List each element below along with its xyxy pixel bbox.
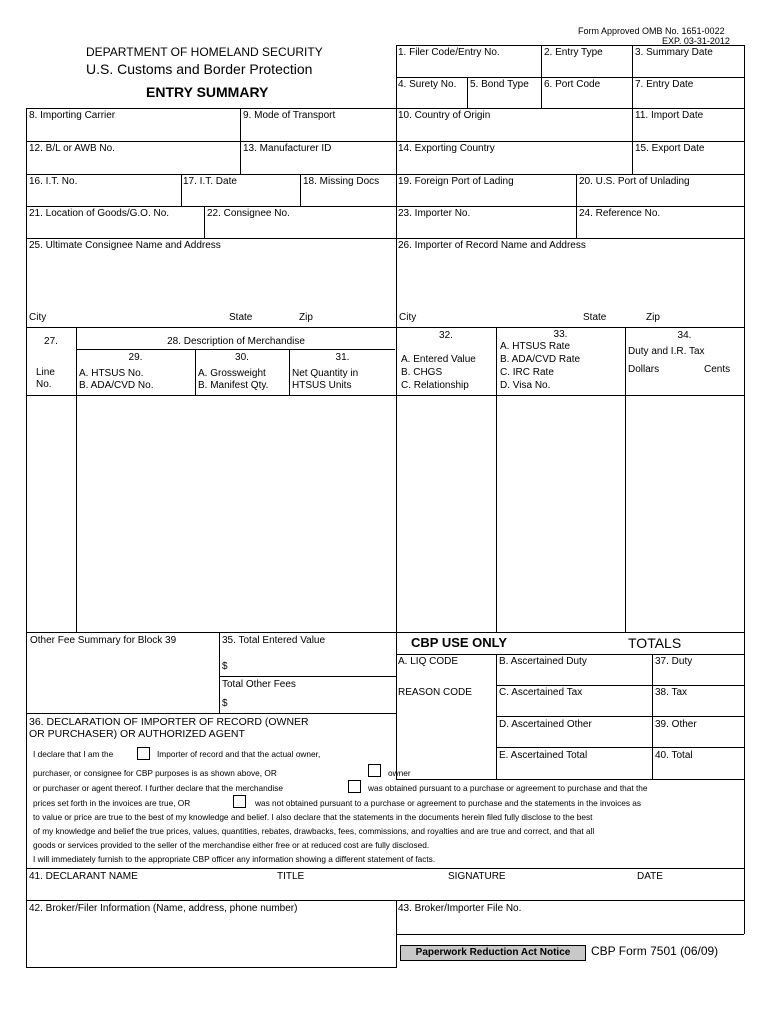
declaration-line-3b: was obtained pursuant to a purchase or agreement to purchase and that the (368, 783, 648, 793)
it-no-label: 16. I.T. No. (29, 176, 78, 187)
rule (26, 632, 744, 633)
col33-irc-rate: C. IRC Rate (500, 367, 554, 378)
missing-docs-label: 18. Missing Docs (303, 176, 380, 187)
mode-of-transport-label: 9. Mode of Transport (243, 110, 336, 121)
declaration-line-3a: or purchaser or agent thereof. I further declare that the merchandise (33, 783, 283, 793)
consignee-zip-label: Zip (299, 312, 313, 323)
importer-zip-label: Zip (646, 312, 660, 323)
total-other-fees-dollar: $ (222, 698, 228, 709)
declaration-line-4b: was not obtained pursuant to a purchase or agreement to purchase and the statements in the invoices as (255, 798, 642, 808)
cbp-use-only-heading: CBP USE ONLY (411, 635, 508, 650)
other-total-label: 39. Other (655, 719, 697, 730)
declaration-title-2: OR PURCHASER) OR AUTHORIZED AGENT (29, 728, 245, 740)
rule (204, 206, 205, 238)
broker-filer-info-label: 42. Broker/Filer Information (Name, address, phone number) (29, 903, 298, 914)
rule (26, 967, 396, 968)
form-title: ENTRY SUMMARY (146, 84, 269, 100)
rule (467, 77, 468, 108)
ascertained-total-label: E. Ascertained Total (499, 750, 588, 761)
omb-expiration: EXP. 03-31-2012 (662, 36, 730, 46)
liq-code-label: A. LIQ CODE (398, 656, 459, 667)
declaration-line-6: of my knowledge and belief the true prices, values, quantities, rebates, drawbacks, fees, commissions, and royalties and are true and correct, and that all (33, 826, 595, 836)
col34-duty-ir-tax: Duty and I.R. Tax (628, 346, 705, 357)
not-obtained-checkbox[interactable] (233, 795, 246, 808)
rule (396, 779, 744, 780)
rule (541, 45, 542, 108)
tax-total-label: 38. Tax (655, 687, 688, 698)
rule (76, 349, 395, 350)
rule (496, 327, 497, 632)
rule (396, 934, 744, 935)
bl-awb-no-label: 12. B/L or AWB No. (29, 143, 115, 154)
declaration-title-1: 36. DECLARATION OF IMPORTER OF RECORD (OWNER (29, 716, 309, 728)
rule (396, 654, 744, 655)
col33-number: 33. (553, 329, 568, 340)
col32-relationship: C. Relationship (401, 380, 469, 391)
importing-carrier-label: 8. Importing Carrier (29, 110, 116, 121)
total-entered-value-label: 35. Total Entered Value (222, 635, 326, 646)
col31-net-quantity: Net Quantity in (292, 368, 359, 379)
declaration-line-2a: purchaser, or consignee for CBP purposes is as shown above, OR (33, 768, 277, 778)
rule (26, 327, 744, 328)
col33-visa-no: D. Visa No. (500, 380, 551, 391)
exporting-country-label: 14. Exporting Country (398, 143, 495, 154)
rule (496, 747, 744, 748)
col30-grossweight: A. Grossweight (198, 368, 266, 379)
col27-no: No. (36, 379, 52, 390)
importer-of-record-label: 26. Importer of Record Name and Address (398, 240, 586, 251)
ascertained-duty-label: B. Ascertained Duty (499, 656, 587, 667)
total-entered-value-dollar: $ (222, 661, 228, 672)
reference-no-label: 24. Reference No. (579, 208, 661, 219)
rule (26, 206, 744, 207)
it-date-label: 17. I.T. Date (183, 176, 237, 187)
col34-dollars: Dollars (628, 364, 660, 375)
consignee-city-label: City (29, 312, 47, 323)
declarant-title-label: TITLE (277, 871, 305, 882)
foreign-port-of-lading-label: 19. Foreign Port of Lading (398, 176, 514, 187)
col29-adacvd-no: B. ADA/CVD No. (79, 380, 154, 391)
form-number: CBP Form 7501 (06/09) (591, 944, 719, 958)
filer-code-entry-no-label: 1. Filer Code/Entry No. (398, 47, 500, 58)
bond-type-label: 5. Bond Type (470, 79, 529, 90)
declaration-line-1b: Importer of record and that the actual owner, (157, 749, 321, 759)
duty-total-label: 37. Duty (655, 656, 693, 667)
merchandise-obtained-checkbox[interactable] (348, 780, 361, 793)
rule (219, 632, 220, 713)
rule (396, 45, 744, 46)
col33-adacvd-rate: B. ADA/CVD Rate (500, 354, 581, 365)
ascertained-other-label: D. Ascertained Other (499, 719, 592, 730)
col28-description: 28. Description of Merchandise (167, 336, 305, 347)
us-port-of-unlading-label: 20. U.S. Port of Unlading (579, 176, 690, 187)
rule (26, 108, 744, 109)
entry-type-label: 2. Entry Type (544, 47, 603, 58)
export-date-label: 15. Export Date (635, 143, 705, 154)
rule (396, 45, 397, 780)
col34-number: 34. (677, 330, 692, 341)
rule (76, 327, 77, 632)
rule (496, 716, 744, 717)
rule (26, 868, 744, 869)
col32-chgs: B. CHGS (401, 367, 443, 378)
owner-checkbox[interactable] (368, 764, 381, 777)
total-other-fees-label: Total Other Fees (222, 679, 296, 690)
rule (181, 174, 182, 206)
col30-number: 30. (235, 352, 249, 363)
rule (625, 327, 626, 632)
rule (300, 174, 301, 206)
ascertained-tax-label: C. Ascertained Tax (499, 687, 583, 698)
rule (632, 45, 633, 108)
rule (496, 685, 744, 686)
col31-number: 31. (335, 352, 350, 363)
importer-no-label: 23. Importer No. (398, 208, 471, 219)
rule (26, 238, 744, 239)
port-code-label: 6. Port Code (544, 79, 601, 90)
rule (396, 77, 744, 78)
importer-state-label: State (583, 312, 607, 323)
other-fee-summary-label: Other Fee Summary for Block 39 (30, 635, 177, 646)
entry-date-label: 7. Entry Date (635, 79, 694, 90)
rule (396, 900, 397, 968)
declaration-line-2b: owner (388, 768, 411, 778)
rule (26, 174, 744, 175)
col33-htsus-rate: A. HTSUS Rate (500, 341, 571, 352)
col32-number: 32. (439, 330, 453, 341)
rule (576, 174, 577, 238)
omb-approval: Form Approved OMB No. 1651-0022 (578, 26, 725, 36)
department-name: DEPARTMENT OF HOMELAND SECURITY (86, 45, 323, 59)
declaration-line-7: goods or services provided to the seller of the merchandise either free or at reduced cost are fully disclosed. (33, 840, 430, 850)
declarant-name-label: 41. DECLARANT NAME (29, 871, 138, 882)
agency-name: U.S. Customs and Border Protection (86, 61, 313, 77)
col31-htsus-units: HTSUS Units (292, 380, 352, 391)
reason-code-label: REASON CODE (398, 687, 472, 698)
location-of-goods-label: 21. Location of Goods/G.O. No. (29, 208, 170, 219)
rule (744, 45, 745, 934)
col27-number: 27. (44, 336, 58, 347)
broker-importer-file-no-label: 43. Broker/Importer File No. (398, 903, 522, 914)
summary-date-label: 3. Summary Date (635, 47, 713, 58)
rule (652, 654, 653, 779)
country-of-origin-label: 10. Country of Origin (398, 110, 491, 121)
col34-cents: Cents (704, 364, 731, 375)
rule (240, 108, 241, 174)
col32-entered-value: A. Entered Value (401, 354, 476, 365)
rule (26, 713, 396, 714)
consignee-state-label: State (229, 312, 253, 323)
declaration-line-8: I will immediately furnish to the appropriate CBP officer any information showing a different statement of facts. (33, 854, 436, 864)
col30-manifest-qty: B. Manifest Qty. (198, 380, 269, 391)
ultimate-consignee-label: 25. Ultimate Consignee Name and Address (29, 240, 221, 251)
manufacturer-id-label: 13. Manufacturer ID (243, 143, 332, 154)
declaration-line-1a: I declare that I am the (33, 749, 114, 759)
signature-label: SIGNATURE (448, 871, 506, 882)
rule (26, 141, 744, 142)
consignee-no-label: 22. Consignee No. (207, 208, 290, 219)
import-date-label: 11. Import Date (635, 110, 704, 121)
importer-city-label: City (399, 312, 417, 323)
rule (26, 900, 744, 901)
grand-total-label: 40. Total (655, 750, 693, 761)
importer-of-record-checkbox[interactable] (137, 747, 150, 760)
rule (219, 676, 396, 677)
col29-number: 29. (128, 352, 143, 363)
rule (26, 395, 744, 396)
rule (26, 108, 27, 968)
rule (632, 108, 633, 174)
col29-htsus-no: A. HTSUS No. (79, 368, 144, 379)
declaration-line-5: to value or price are true to the best of my knowledge and belief. I also declare that the statements in the documents herein filed fully disclose to the best (33, 812, 593, 822)
declaration-line-4a: prices set forth in the invoices are true, OR (33, 798, 191, 808)
date-label: DATE (637, 871, 663, 882)
rule (496, 654, 497, 779)
paperwork-reduction-act-button[interactable]: Paperwork Reduction Act Notice (400, 945, 586, 961)
col27-line: Line (36, 367, 55, 378)
totals-heading: TOTALS (628, 635, 682, 651)
surety-no-label: 4. Surety No. (398, 79, 457, 90)
